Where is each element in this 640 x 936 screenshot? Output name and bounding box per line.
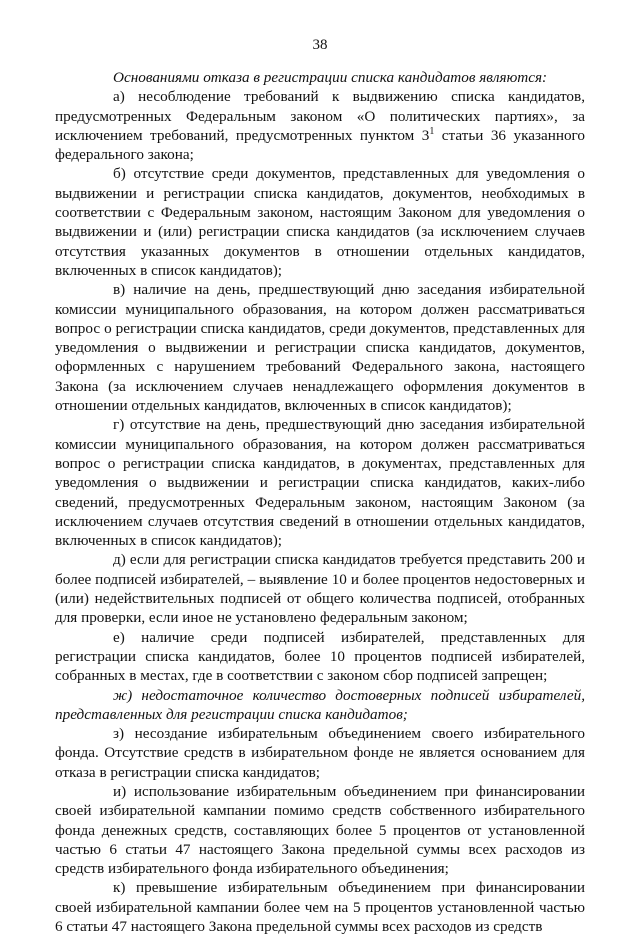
page-number: 38 — [312, 37, 328, 53]
list-item-i: и) использование избирательным объединением при финансировании своей избирательной кампании помимо средств собственного избирательного фонда денежных средств, составляющих более 5 процентов от установленной частью 6 статьи 47 настоящего Закона предельной суммы всех расходов из средств избирательного фонда избирательного объединения; — [55, 782, 585, 878]
list-item-g: г) отсутствие на день, предшествующий дню заседания избирательной комиссии муниципального образования, на котором должен рассматриваться вопрос о регистрации списка кандидатов, в документах, представленных для уведомления о выдвижении и регистрации списка кандидатов, каких-либо сведений, предусмотренных Федеральным законом, настоящим Законом (за исключением случаев отсутствия сведений в отношении отдельных кандидатов, включенных в список кандидатов); — [55, 416, 585, 550]
item-a-text-continued: статьи 36 указанного федерального закона; — [55, 126, 585, 164]
list-item-z: з) несоздание избирательным объединением своего избирательного фонда. Отсутствие средств в избирательном фонде не является основанием для отказа в регистрации списка кандидатов; — [55, 725, 585, 781]
list-item-zh: ж) недостаточное количество достоверных подписей избирателей, представленных для регистрации списка кандидатов; — [55, 686, 585, 723]
list-item-k: к) превышение избирательным объединением при финансировании своей избирательной кампании более чем на 5 процентов установленной частью 6 статьи 47 настоящего Закона предельной суммы всех расходов из средств — [55, 879, 585, 936]
item-a-superscript: 1 — [429, 125, 435, 137]
list-item-b: б) отсутствие среди документов, представленных для уведомления о выдвижении и регистрации списка кандидатов, документов, необходимых в соответствии с Федеральным законом, настоящим Законом для уведомления о выдвижении и (или) регистрации списка кандидатов (за исключением случаев отсутствия указанных документов в отношении отдельных кандидатов, включенных в список кандидатов); — [55, 165, 585, 279]
item-a-text: а) несоблюдение требований к выдвижению списка кандидатов, предусмотренных Федеральным законом «О политических партиях», за исключением требований, предусмотренных пунктом 3 — [55, 88, 585, 144]
list-item-d: д) если для регистрации списка кандидатов требуется представить 200 и более подписей избирателей, – выявление 10 и более процентов недостоверных и (или) недействительных подписей от общего количества подписей, отобранных для проверки, если иное не установлено федеральным законом; — [55, 551, 585, 627]
section-intro: Основаниями отказа в регистрации списка кандидатов являются: — [113, 69, 548, 86]
list-item-a — [55, 87, 585, 164]
list-item-v: в) наличие на день, предшествующий дню заседания избирательной комиссии муниципального образования, на котором должен рассматриваться вопрос о регистрации списка кандидатов, среди документов, представленных для уведомления о выдвижении и регистрации списка кандидатов, документов, оформленных с нарушением требований Федерального закона, настоящего Закона (за исключением случаев ненадлежащего оформления документов в отношении отдельных кандидатов, включенных в список кандидатов); — [55, 281, 585, 415]
list-item-e: е) наличие среди подписей избирателей, представленных для регистрации списка кандидатов, более 10 процентов подписей избирателей, собранных в местах, где в соответствии с законом сбор подписей запрещен; — [55, 628, 585, 685]
